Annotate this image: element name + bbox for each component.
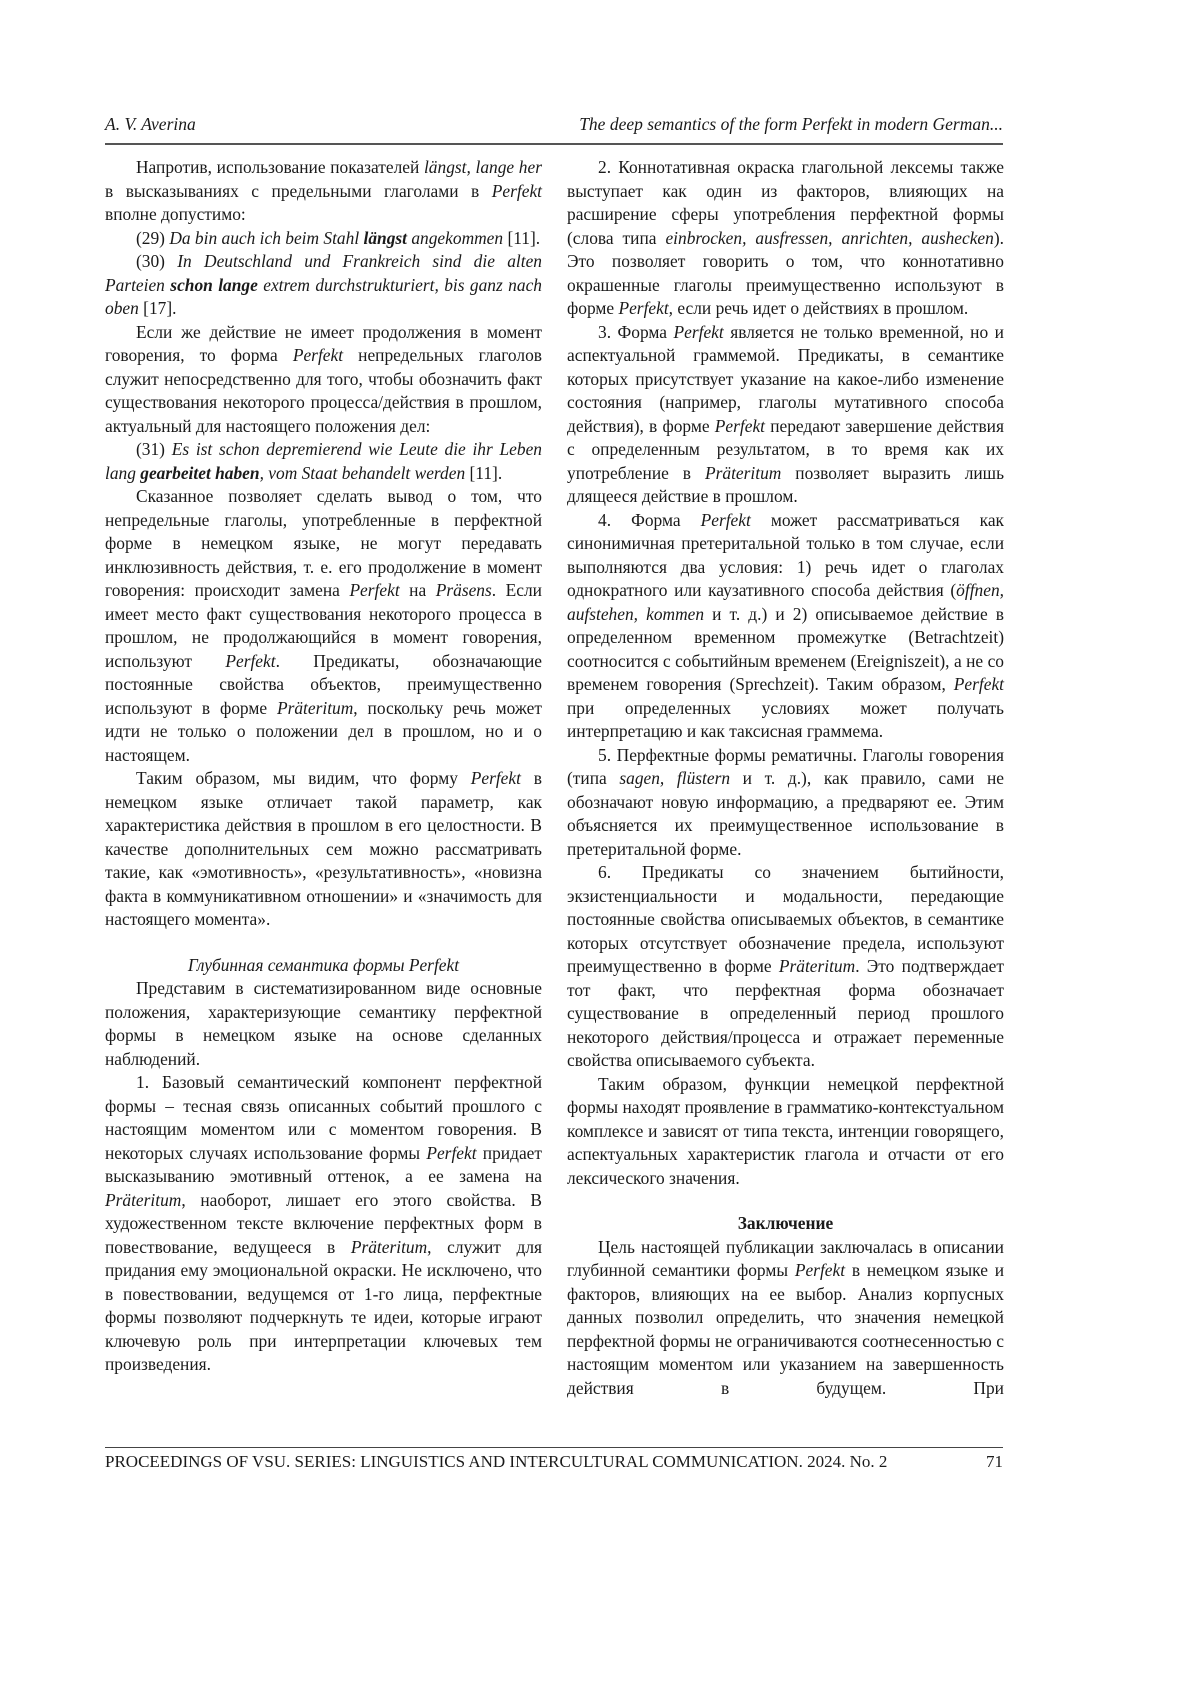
text-run: [17]. <box>139 298 177 318</box>
footer-rule <box>105 1447 1003 1448</box>
text-run: непредельных глаголов служит непосредственно для того, чтобы обозначить факт существования некоторого процесса/действия в прошлом, актуальный для настоящего положения дел: <box>105 345 542 436</box>
emphasized-text: Perfekt <box>225 651 275 671</box>
paragraph <box>567 509 1004 744</box>
text-run: . Предикаты, обозначающие постоянные свойства объектов, преимущественно используют в форме <box>105 651 542 718</box>
emphasized-text: Präteritum <box>351 1237 427 1257</box>
header-article-title: The deep semantics of the form Perfekt in modern German... <box>579 114 1003 135</box>
text-run: , наоборот, лишает его этого свойства. В художественном тексте включение перфектных форм в повествование, ведущееся в <box>105 1190 542 1257</box>
text-run: 1. Базовый семантический компонент перфектной формы – тесная связь описанных событий прошлого с настоящим моментом или с моментом говорения. В некоторых случаях использование формы <box>105 1072 542 1163</box>
text-run: , поскольку речь может идти не только о положении дел в прошлом, но и о настоящем. <box>105 698 542 765</box>
text-run: придает высказыванию эмотивный оттенок, а ее замена на <box>105 1143 542 1187</box>
text-run: ). Это позволяет говорить о том, что коннотативно окрашенные глаголы преимущественно используют в форме <box>567 228 1004 319</box>
emphasized-text: Da bin auch ich beim Stahl <box>169 228 363 248</box>
text-run: Таким образом, мы видим, что форму <box>136 768 471 788</box>
section-heading <box>567 1212 1004 1236</box>
paragraph <box>105 321 542 439</box>
emphasized-text: In Deutschland und Frankreich sind die alten Parteien <box>105 251 542 295</box>
text-run: при определенных условиях может получать интерпретацию и как таксисная граммема. <box>567 698 1004 742</box>
text-run: 4. Форма <box>598 510 701 530</box>
paragraph <box>567 1073 1004 1191</box>
left-column <box>105 156 542 1377</box>
emphasized-text: sagen, flüstern <box>619 768 730 788</box>
paragraph <box>105 767 542 932</box>
text-run: 5. Перфектные формы рематичны. Глаголы говорения (типа <box>567 745 1004 789</box>
text-run: Заключение <box>738 1213 834 1233</box>
text-run: . Если имеет место факт существования некоторого процесса в прошлом, не продолжающийся в момент говорения, используют <box>105 580 542 671</box>
text-run: [11]. <box>503 228 540 248</box>
text-run: (30) <box>136 251 177 271</box>
text-run: передают завершение действия с определенным результатом, в то время как их употребление в <box>567 416 1004 483</box>
paragraph <box>105 156 542 227</box>
text-run: и т. д.) и 2) описываемое действие в определенном временном промежутке (Betrachtzeit) соотносится с событийным временем (Ereigniszeit), а не со временем говорения (Sprechzeit). Таким образом, <box>567 604 1004 695</box>
emphasized-text: längst, lange her <box>424 157 542 177</box>
text-run: 6. Предикаты со значением бытийности, экзистенциальности и модальности, передающие постоянные свойства описываемых объектов, в семантике которых отсутствует обозначение предела, используют преимущественно в форме <box>567 862 1004 976</box>
paragraph <box>105 438 542 485</box>
text-run: Сказанное позволяет сделать вывод о том, что непредельные глаголы, употребленные в перфектной форме в немецком языке, не могут передавать инклюзивность действия, т. е. его продолжение в момент говорения: происходит замена <box>105 486 542 600</box>
emphasized-text: Präteritum <box>277 698 353 718</box>
page-number: 71 <box>986 1452 1003 1472</box>
text-run: (29) <box>136 228 169 248</box>
emphasized-text: Perfekt <box>471 768 521 788</box>
paragraph <box>567 861 1004 1073</box>
emphasized-text: angekommen <box>407 228 503 248</box>
text-run: 3. Форма <box>598 322 674 342</box>
text-run: Напротив, использование показателей <box>136 157 424 177</box>
footer-journal: PROCEEDINGS OF VSU. SERIES: LINGUISTICS AND INTERCULTURAL COMMUNICATION. 2024. No. 2 <box>105 1452 887 1471</box>
emphasized-text: einbrocken, ausfressen, anrichten, aushecken <box>665 228 993 248</box>
emphasized-text: Perfekt <box>795 1260 845 1280</box>
emphasized-text: längst <box>364 228 408 248</box>
running-header <box>105 114 1003 142</box>
emphasized-text: Perfekt <box>426 1143 476 1163</box>
text-run: позволяет выразить лишь длящееся действие в прошлом. <box>567 463 1004 507</box>
emphasized-text: Präteritum <box>705 463 781 483</box>
text-run: Цель настоящей публикации заключалась в описании глубинной семантики формы <box>567 1237 1004 1281</box>
paragraph <box>105 227 542 251</box>
emphasized-text: gearbeitet haben <box>140 463 259 483</box>
text-run: в немецком языке отличает такой параметр, как характеристика действия в прошлом в его целостности. В качестве дополнительных сем можно рассматривать такие, как «эмотивность», «результативность», «новизна факта в коммуникативном отношении» и «значимость для настоящего момента». <box>105 768 542 929</box>
emphasized-text: Perfekt <box>701 510 751 530</box>
emphasized-text: Perfekt <box>674 322 724 342</box>
text-run: если речь идет о действиях в прошлом. <box>673 298 968 318</box>
emphasized-text: , vom Staat behandelt werden <box>260 463 466 483</box>
emphasized-text: Perfekt <box>293 345 343 365</box>
emphasized-text: schon lange <box>170 275 258 295</box>
paragraph <box>567 156 1004 321</box>
text-run: Таким образом, функции немецкой перфектной формы находят проявление в грамматико-контекстуальном комплексе и зависят от типа текста, интенции говорящего, аспектуальных характеристик глагола и отчасти от его лексического значения. <box>567 1074 1004 1188</box>
text-run: и т. д.), как правило, сами не обозначают новую информацию, а предваряют ее. Этим объясняется их преимущественное использование в претеритальной форме. <box>567 768 1004 859</box>
text-run: может рассматриваться как синонимичная претеритальной только в том случае, если выполняются два условия: 1) речь идет о глаголах однократного или каузативного способа действия ( <box>567 510 1004 601</box>
header-rule <box>105 143 1003 145</box>
paragraph <box>105 1071 542 1377</box>
text-run: [11]. <box>465 463 502 483</box>
emphasized-text: Es ist schon depremierend wie Leute die ihr Leben lang <box>105 439 542 483</box>
paragraph <box>105 250 542 321</box>
header-author: A. V. Averina <box>105 114 196 135</box>
paragraph <box>105 977 542 1071</box>
emphasized-text: Präteritum <box>779 956 855 976</box>
text-run: Представим в систематизированном виде основные положения, характеризующие семантику перфектной формы в немецком языке на основе сделанных наблюдений. <box>105 978 542 1069</box>
emphasized-text: Präteritum <box>105 1190 181 1210</box>
running-footer <box>105 1452 1003 1472</box>
emphasized-text: Präsens <box>436 580 492 600</box>
text-run: в немецком языке и факторов, влияющих на ее выбор. Анализ корпусных данных позволил определить, что значения немецкой перфектной формы не ограничиваются соотнесенностью с настоящим моментом или указанием на завершенность действия в будущем. При <box>567 1260 1004 1398</box>
emphasized-text: Perfekt, <box>618 298 673 318</box>
emphasized-text: Perfekt <box>349 580 399 600</box>
text-run: . Это подтверждает тот факт, что перфектная форма обозначает существование в определенный период прошлого некоторого действия/процесса и отражает переменные свойства описываемого субъекта. <box>567 956 1004 1070</box>
text-run: (31) <box>136 439 172 459</box>
paragraph <box>105 485 542 767</box>
text-run: Глубинная семантика формы Perfekt <box>188 955 459 975</box>
emphasized-text: Perfekt <box>715 416 765 436</box>
text-run: , служит для придания ему эмоциональной окраски. Не исключено, что в повествовании, ведущемся от 1-го лица, перфектные формы позволяют подчеркнуть те идеи, которые играют ключевую роль при интерпретации ключевых тем произведения. <box>105 1237 542 1375</box>
text-run: вполне допустимо: <box>105 204 246 224</box>
emphasized-text: öffnen, aufstehen, kommen <box>567 580 1004 624</box>
paragraph <box>567 744 1004 862</box>
emphasized-text: extrem durchstrukturiert, bis ganz nach oben <box>105 275 542 319</box>
text-run: является не только временной, но и аспектуальной граммемой. Предикаты, в семантике которых присутствует указание на какое-либо изменение состояния (например, глаголы мутативного способа действия), в форме <box>567 322 1004 436</box>
text-run: 2. Коннотативная окраска глагольной лексемы также выступает как один из факторов, влияющих на расширение сферы употребления перфектной формы (слова типа <box>567 157 1004 248</box>
emphasized-text: Perfekt <box>954 674 1004 694</box>
text-run: Если же действие не имеет продолжения в момент говорения, то форма <box>105 322 542 366</box>
emphasized-text: Perfekt <box>492 181 542 201</box>
paragraph <box>567 321 1004 509</box>
text-run: на <box>400 580 436 600</box>
right-column <box>567 156 1004 1400</box>
section-heading <box>105 954 542 978</box>
text-run: в высказываниях с предельными глаголами в <box>105 181 492 201</box>
paragraph <box>567 1236 1004 1401</box>
